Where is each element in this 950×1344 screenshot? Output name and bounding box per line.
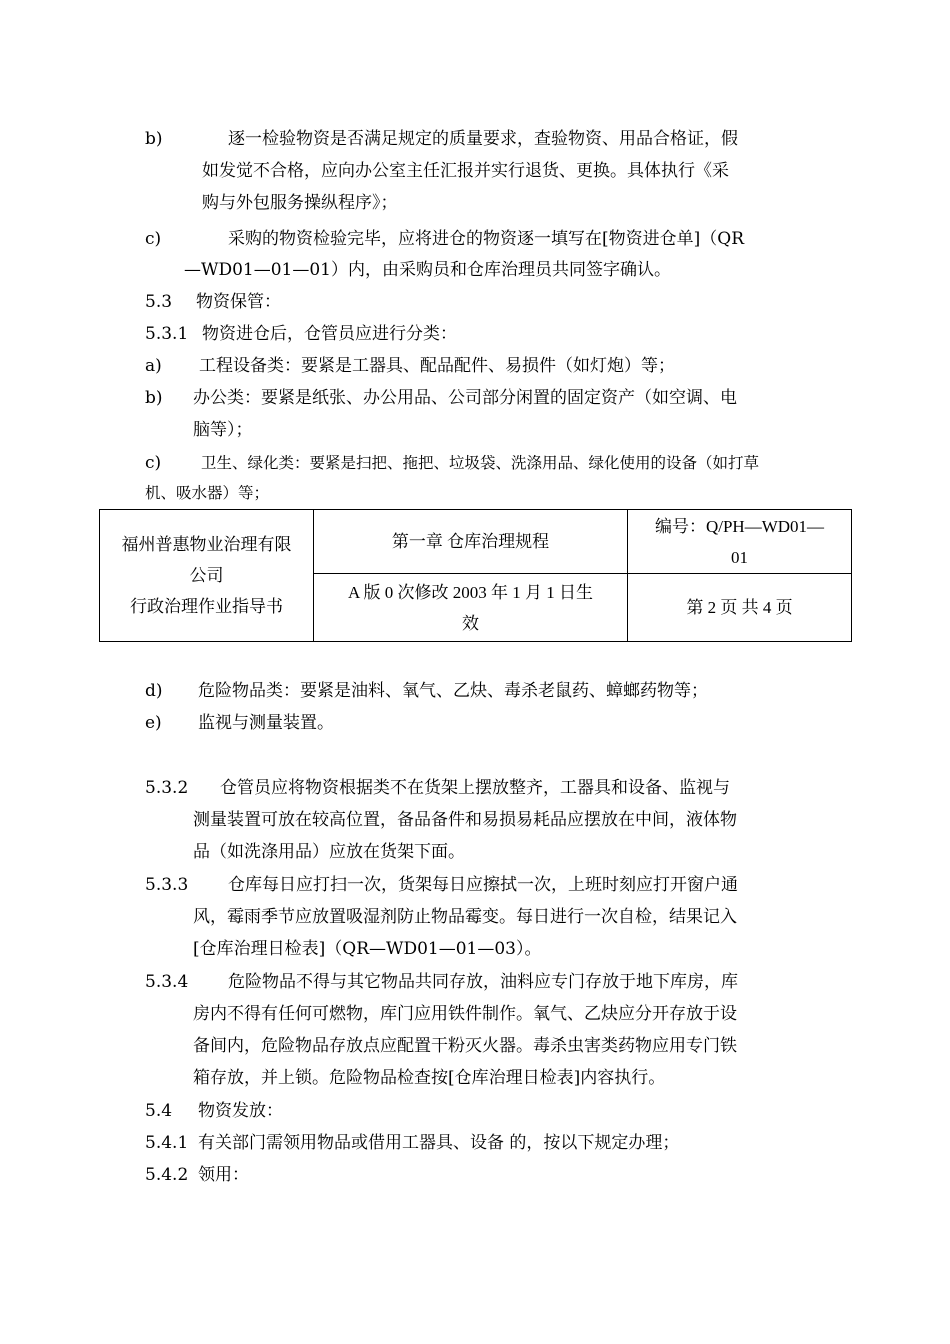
company-cell <box>100 510 314 642</box>
company-name-line1: 福州普惠物业治理有限 <box>121 535 292 554</box>
chapter-title: 第一章 仓库治理规程 <box>391 532 550 551</box>
paragraph-line: 脑等）； <box>193 420 253 440</box>
paragraph-line: 物资进仓后，仓管员应进行分类： <box>202 324 457 344</box>
code-cell <box>628 510 852 574</box>
paragraph-line: 危险物品不得与其它物品共同存放，油料应专门存放于地下库房，库 <box>228 972 738 992</box>
revision-info: A 版 0 次修改 2003 年 1 月 1 日生 <box>347 582 594 602</box>
paragraph-line: 品（如洗涤用品）应放在货架下面。 <box>193 842 465 862</box>
paragraph-line: 仓库每日应打扫一次，货架每日应擦拭一次，上班时刻应打开窗户通 <box>228 875 738 895</box>
item-number: b) <box>145 388 163 408</box>
paragraph-line: 风，霉雨季节应放置吸湿剂防止物品霉变。每日进行一次自检，结果记入 <box>193 907 737 927</box>
item-number: c) <box>145 229 162 249</box>
item-number: e) <box>145 713 162 733</box>
paragraph-line: 卫生、绿化类：要紧是扫把、拖把、垃圾袋、洗涤用品、绿化使用的设备（如打草 <box>201 454 760 472</box>
item-number: a) <box>145 356 162 376</box>
paragraph-line: 领用： <box>198 1165 249 1185</box>
document-code: 编号：Q/PH—WD01— <box>654 516 825 536</box>
paragraph-line: 备间内，危险物品存放点应配置干粉灭火器。毒杀虫害类药物应用专门铁 <box>193 1036 737 1056</box>
paragraph-line: 机、吸水器）等； <box>145 484 270 502</box>
paragraph-line: 逐一检验物资是否满足规定的质量要求，查验物资、用品合格证，假 <box>228 129 738 149</box>
section-heading: 物资保管： <box>196 292 281 312</box>
chapter-cell <box>314 510 628 574</box>
company-name-line2: 公司 <box>189 566 224 585</box>
section-number: 5.4.1 <box>145 1133 189 1153</box>
revision-info-cont: 效 <box>462 613 479 633</box>
section-number: 5.3.2 <box>145 778 189 798</box>
paragraph-line: 测量装置可放在较高位置，备品备件和易损易耗品应摆放在中间，液体物 <box>193 810 737 830</box>
paragraph-line: —WD01—01—01）内，由采购员和仓库治理员共同签字确认。 <box>184 260 671 280</box>
paragraph-line: 购与外包服务操纵程序》； <box>202 193 398 213</box>
paragraph-line: 房内不得有任何可燃物，库门应用铁件制作。氧气、乙炔应分开存放于设 <box>193 1004 737 1024</box>
revision-cell <box>314 574 628 642</box>
section-number: 5.4 <box>145 1101 173 1121</box>
page-cell <box>628 574 852 642</box>
paragraph-line: 有关部门需领用物品或借用工器具、设备 的，按以下规定办理； <box>198 1133 680 1153</box>
section-number: 5.4.2 <box>145 1165 189 1185</box>
document-type: 行政治理作业指导书 <box>130 597 283 616</box>
paragraph-line: 仓管员应将物资根据类不在货架上摆放整齐，工器具和设备、监视与 <box>220 778 730 798</box>
item-number: b) <box>145 129 163 149</box>
paragraph-line: 危险物品类：要紧是油料、氧气、乙炔、毒杀老鼠药、蟑螂药物等； <box>198 681 708 701</box>
section-number: 5.3 <box>145 292 173 312</box>
page-number: 第 2 页 共 4 页 <box>686 598 793 617</box>
paragraph-line: 如发觉不合格，应向办公室主任汇报并实行退货、更换。具体执行《采 <box>202 161 729 181</box>
paragraph-line: 箱存放，并上锁。危险物品检查按[仓库治理日检表]内容执行。 <box>193 1068 666 1088</box>
document-code-suffix: 01 <box>731 547 748 567</box>
item-number: c) <box>145 453 162 473</box>
paragraph-line: 采购的物资检验完毕，应将进仓的物资逐一填写在[物资进仓单]（QR <box>228 229 745 249</box>
section-number: 5.3.4 <box>145 972 189 992</box>
paragraph-line: 办公类：要紧是纸张、办公用品、公司部分闲置的固定资产（如空调、电 <box>193 388 737 408</box>
section-number: 5.3.3 <box>145 875 189 895</box>
paragraph-line: [仓库治理日检表]（QR—WD01—01—03）。 <box>193 939 542 959</box>
item-number: d) <box>145 681 163 701</box>
section-heading: 物资发放： <box>198 1101 283 1121</box>
paragraph-line: 工程设备类：要紧是工器具、配品配件、易损件（如灯炮）等； <box>199 356 675 376</box>
section-number: 5.3.1 <box>145 324 189 344</box>
document-header-table <box>99 509 852 642</box>
paragraph-line: 监视与测量装置。 <box>198 713 334 733</box>
